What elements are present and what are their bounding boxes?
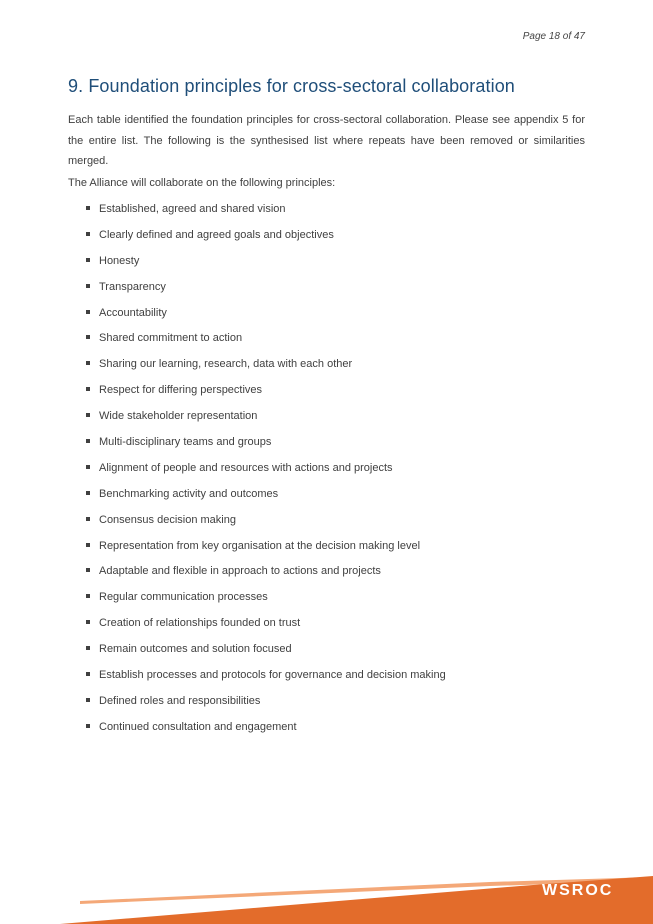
list-item — [86, 278, 446, 304]
list-item-label: Alignment of people and resources with actions and projects — [99, 461, 393, 474]
list-item-label: Shared commitment to action — [99, 332, 243, 345]
list-item — [86, 381, 446, 407]
bullet-icon — [86, 232, 90, 236]
list-item-label: Consensus decision making — [99, 513, 236, 526]
bullet-icon — [86, 335, 90, 339]
list-item — [86, 485, 446, 511]
list-item — [86, 252, 446, 278]
bullet-icon — [86, 543, 90, 547]
list-item — [86, 614, 446, 640]
bullet-icon — [86, 284, 90, 288]
bullet-icon — [86, 258, 90, 262]
list-item-label: Continued consultation and engagement — [99, 720, 297, 733]
wsroc-logo: WSROC — [542, 882, 614, 899]
list-item-label: Representation from key organisation at the decision making level — [99, 539, 421, 552]
bullet-icon — [86, 620, 90, 624]
list-item — [86, 200, 446, 226]
bullet-icon — [86, 439, 90, 443]
bullet-icon — [86, 465, 90, 469]
bullet-icon — [86, 310, 90, 314]
bullet-icon — [86, 206, 90, 210]
bullet-icon — [86, 517, 90, 521]
bullet-icon — [86, 724, 90, 728]
bullet-icon — [86, 594, 90, 598]
bullet-icon — [86, 698, 90, 702]
bullet-icon — [86, 491, 90, 495]
list-item — [86, 355, 446, 381]
list-item — [86, 433, 446, 459]
list-item — [86, 407, 446, 433]
list-item — [86, 459, 446, 485]
list-item — [86, 304, 446, 330]
list-item-label: Accountability — [99, 306, 167, 319]
list-item-label: Creation of relationships founded on trust — [99, 617, 301, 630]
principles-list — [86, 200, 446, 744]
section-heading: 9. Foundation principles for cross-sectoral collaboration — [68, 76, 515, 96]
list-item — [86, 692, 446, 718]
list-item-label: Established, agreed and shared vision — [99, 203, 286, 215]
list-item — [86, 537, 446, 563]
bullet-icon — [86, 413, 90, 417]
list-item-label: Multi-disciplinary teams and groups — [99, 436, 272, 449]
principles-lead: The Alliance will collaborate on the following principles: — [68, 177, 336, 189]
bullet-icon — [86, 387, 90, 391]
list-item — [86, 511, 446, 537]
list-item-label: Honesty — [99, 254, 140, 267]
list-item — [86, 666, 446, 692]
list-item — [86, 562, 446, 588]
list-item-label: Establish processes and protocols for governance and decision making — [99, 669, 446, 682]
list-item-label: Respect for differing perspectives — [99, 384, 263, 397]
list-item — [86, 226, 446, 252]
list-item — [86, 640, 446, 666]
bullet-icon — [86, 361, 90, 365]
list-item-label: Clearly defined and agreed goals and objectives — [99, 228, 334, 241]
list-item — [86, 718, 446, 744]
list-item-label: Transparency — [99, 280, 166, 293]
intro-paragraph: Each table identified the foundation principles for cross-sectoral collaboration. Please see appendix 5 for the entire list. The following is the synthesised list where repeats have been removed or similarities merged. — [68, 114, 585, 167]
list-item-label: Wide stakeholder representation — [99, 410, 258, 423]
bullet-icon — [86, 568, 90, 572]
list-item — [86, 329, 446, 355]
list-item — [86, 588, 446, 614]
list-item-label: Regular communication processes — [99, 591, 268, 604]
list-item-label: Adaptable and flexible in approach to actions and projects — [99, 565, 381, 578]
list-item-label: Benchmarking activity and outcomes — [99, 487, 279, 500]
list-item-label: Defined roles and responsibilities — [99, 694, 261, 707]
bullet-icon — [86, 646, 90, 650]
list-item-label: Remain outcomes and solution focused — [99, 643, 292, 656]
list-item-label: Sharing our learning, research, data with each other — [99, 358, 353, 371]
bullet-icon — [86, 672, 90, 676]
page-number: Page 18 of 47 — [522, 31, 585, 42]
